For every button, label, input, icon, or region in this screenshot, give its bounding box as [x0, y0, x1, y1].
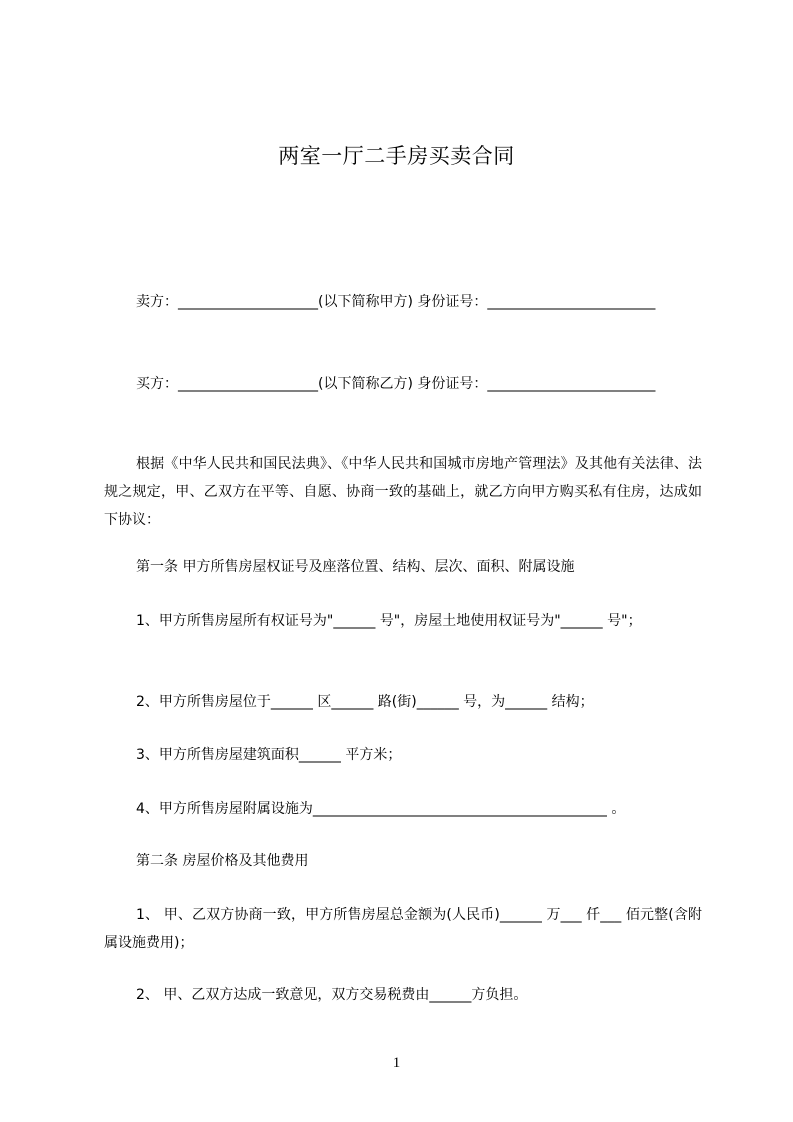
article-1-item-1: 1、甲方所售房屋所有权证号为"______ 号"，房屋土地使用权证号为"______ 号"；	[136, 613, 642, 629]
buyer-line: 买方：____________________(以下简称乙方) 身份证号：________________________	[136, 376, 656, 392]
article-2-item-2: 2、 甲、乙双方达成一致意见，双方交易税费由______方负担。	[136, 987, 528, 1003]
article-1-item-4: 4、甲方所售房屋附属设施为__________________________________________ 。	[136, 801, 626, 817]
article-1-item-3: 3、甲方所售房屋建筑面积______ 平方米；	[136, 747, 402, 763]
document-title: 两室一厅二手房买卖合同	[278, 144, 515, 168]
article-2-item-1: 1、 甲、乙双方协商一致，甲方所售房屋总金额为(人民币)______ 万___ 仟___ 佰元整(含附属设施费用)；	[104, 907, 702, 951]
seller-line: 卖方：____________________(以下简称甲方) 身份证号：________________________	[136, 294, 656, 310]
intro-paragraph: 根据《中华人民共和国民法典》、《中华人民共和国城市房地产管理法》及其他有关法律、法规之规定，甲、乙双方在平等、自愿、协商一致的基础上，就乙方向甲方购买私有住房，达成如下协议：	[104, 456, 702, 528]
article-2-heading: 第二条 房屋价格及其他费用	[136, 853, 309, 869]
article-1-heading: 第一条 甲方所售房屋权证号及座落位置、结构、层次、面积、附属设施	[136, 559, 575, 575]
page-number: 1	[392, 1055, 401, 1071]
article-1-item-2: 2、甲方所售房屋位于______ 区______ 路(街)______ 号，为______ 结构；	[136, 694, 594, 710]
